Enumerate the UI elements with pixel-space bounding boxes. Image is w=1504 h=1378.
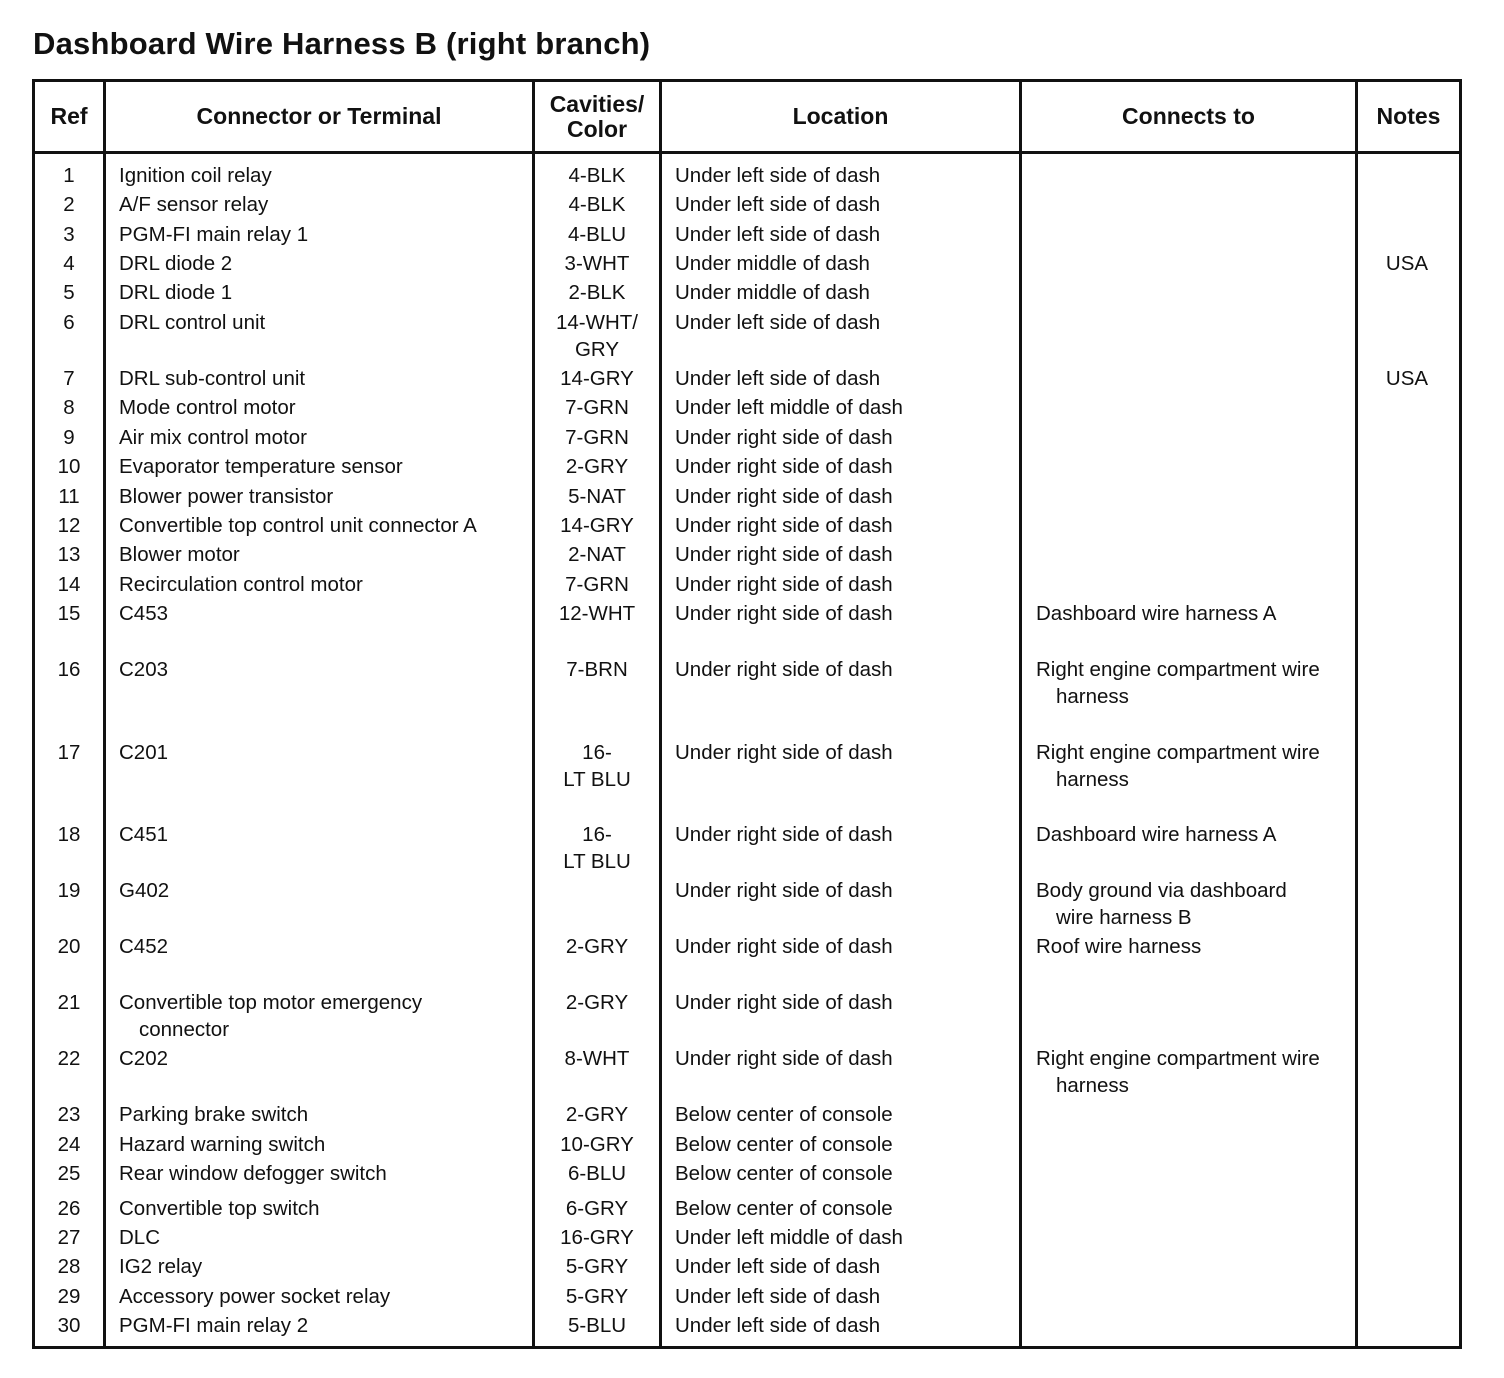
cell-connector: C203 bbox=[119, 658, 169, 681]
cell-cavities: 2-GRY bbox=[565, 935, 629, 958]
cell-cavities: 14-GRY bbox=[560, 367, 634, 390]
cell-connects-to: Right engine compartment wire bbox=[1036, 741, 1320, 764]
cell-cavities: 4-BLK bbox=[568, 164, 626, 187]
cell-ref: 23 bbox=[57, 1103, 81, 1126]
cell-ref: 27 bbox=[57, 1226, 81, 1249]
cell-cavities: 2-GRY bbox=[565, 455, 629, 478]
cell-ref: 22 bbox=[57, 1047, 81, 1070]
page-title: Dashboard Wire Harness B (right branch) bbox=[33, 26, 651, 61]
cell-connects-to: Right engine compartment wire bbox=[1036, 1047, 1320, 1070]
cell-cavities: 12-WHT bbox=[558, 602, 636, 625]
cell-cavities: 7-GRN bbox=[565, 426, 629, 449]
cell-connector: Convertible top motor emergency bbox=[119, 991, 423, 1014]
cell-connector: A/F sensor relay bbox=[119, 193, 269, 216]
cell-cavities: 6-BLU bbox=[567, 1162, 627, 1185]
cell-location: Under right side of dash bbox=[675, 455, 893, 478]
cell-cavities: 16- bbox=[582, 741, 612, 764]
cell-ref: 30 bbox=[57, 1314, 81, 1337]
cell-location: Under left middle of dash bbox=[675, 396, 903, 419]
cell-connector: IG2 relay bbox=[119, 1255, 203, 1278]
cell-cavities: 10-GRY bbox=[560, 1133, 634, 1156]
cell-ref: 8 bbox=[63, 396, 75, 419]
cell-connects-to: wire harness B bbox=[1056, 906, 1192, 929]
cell-cavities: 14-WHT/ bbox=[556, 311, 638, 334]
cell-location: Under left side of dash bbox=[675, 1285, 881, 1308]
cell-ref: 1 bbox=[63, 164, 75, 187]
cell-location: Under left side of dash bbox=[675, 223, 881, 246]
cell-location: Under left side of dash bbox=[675, 1314, 881, 1337]
cell-location: Below center of console bbox=[675, 1133, 893, 1156]
cell-location: Under left middle of dash bbox=[675, 1226, 903, 1249]
cell-location: Under right side of dash bbox=[675, 935, 893, 958]
cell-cavities: 6-GRY bbox=[565, 1197, 629, 1220]
cell-ref: 26 bbox=[57, 1197, 81, 1220]
cell-cavities: 5-NAT bbox=[568, 485, 626, 508]
header-connects-to: Connects to bbox=[1122, 103, 1255, 129]
cell-location: Under right side of dash bbox=[675, 991, 893, 1014]
cell-connector: Mode control motor bbox=[119, 396, 296, 419]
cell-ref: 29 bbox=[57, 1285, 81, 1308]
cell-location: Under middle of dash bbox=[675, 252, 870, 275]
cell-location: Under left side of dash bbox=[675, 311, 881, 334]
cell-cavities: 7-GRN bbox=[565, 573, 629, 596]
column-divider bbox=[103, 82, 106, 1346]
cell-location: Below center of console bbox=[675, 1197, 893, 1220]
cell-location: Below center of console bbox=[675, 1162, 893, 1185]
cell-connector: PGM-FI main relay 1 bbox=[119, 223, 309, 246]
cell-cavities: 2-GRY bbox=[565, 991, 629, 1014]
header-notes: Notes bbox=[1376, 103, 1441, 129]
cell-cavities: 7-GRN bbox=[565, 396, 629, 419]
cell-connector: C202 bbox=[119, 1047, 169, 1070]
cell-cavities: 4-BLU bbox=[567, 223, 627, 246]
cell-cavities: 2-GRY bbox=[565, 1103, 629, 1126]
cell-connector: Blower power transistor bbox=[119, 485, 334, 508]
cell-cavities: 14-GRY bbox=[560, 514, 634, 537]
header-cavities-line2: Color bbox=[566, 115, 628, 142]
cell-connects-to: Right engine compartment wire bbox=[1036, 658, 1320, 681]
cell-cavities: 16-GRY bbox=[560, 1226, 634, 1249]
cell-location: Under right side of dash bbox=[675, 741, 893, 764]
cell-ref: 21 bbox=[57, 991, 81, 1014]
cell-ref: 9 bbox=[63, 426, 75, 449]
cell-ref: 20 bbox=[57, 935, 81, 958]
cell-cavities: LT BLU bbox=[563, 768, 631, 791]
cell-ref: 18 bbox=[57, 823, 81, 846]
cell-location: Under right side of dash bbox=[675, 1047, 893, 1070]
cell-location: Below center of console bbox=[675, 1103, 893, 1126]
cell-connector: Evaporator temperature sensor bbox=[119, 455, 403, 478]
cell-connects-to: Dashboard wire harness A bbox=[1036, 602, 1277, 625]
cell-connects-to: Dashboard wire harness A bbox=[1036, 823, 1277, 846]
cell-connector: G402 bbox=[119, 879, 170, 902]
cell-connects-to: Body ground via dashboard bbox=[1036, 879, 1287, 902]
cell-connector: DRL sub-control unit bbox=[119, 367, 306, 390]
cell-ref: 4 bbox=[63, 252, 75, 275]
cell-cavities: 3-WHT bbox=[564, 252, 630, 275]
header-cavities bbox=[535, 82, 659, 151]
header-ref: Ref bbox=[50, 103, 88, 129]
cell-ref: 2 bbox=[63, 193, 75, 216]
cell-ref: 12 bbox=[57, 514, 81, 537]
cell-location: Under left side of dash bbox=[675, 367, 881, 390]
cell-cavities: 5-BLU bbox=[567, 1314, 627, 1337]
header-location: Location bbox=[792, 103, 889, 129]
cell-location: Under left side of dash bbox=[675, 193, 881, 216]
cell-connector: Hazard warning switch bbox=[119, 1133, 326, 1156]
cell-cavities: 7-BRN bbox=[566, 658, 628, 681]
cell-location: Under middle of dash bbox=[675, 281, 870, 304]
cell-location: Under left side of dash bbox=[675, 164, 881, 187]
cell-location: Under right side of dash bbox=[675, 658, 893, 681]
cell-location: Under right side of dash bbox=[675, 602, 893, 625]
cell-cavities: 2-BLK bbox=[568, 281, 626, 304]
cell-location: Under right side of dash bbox=[675, 426, 893, 449]
cell-connector: DLC bbox=[119, 1226, 161, 1249]
cell-connector: Convertible top control unit connector A bbox=[119, 514, 477, 537]
cell-ref: 13 bbox=[57, 543, 81, 566]
cell-location: Under right side of dash bbox=[675, 823, 893, 846]
header-cavities-line1: Cavities/ bbox=[549, 90, 645, 117]
cell-connector: C451 bbox=[119, 823, 169, 846]
cell-notes: USA bbox=[1385, 367, 1429, 390]
cell-location: Under left side of dash bbox=[675, 1255, 881, 1278]
cell-connector: C201 bbox=[119, 741, 169, 764]
cell-ref: 19 bbox=[57, 879, 81, 902]
cell-cavities: 2-NAT bbox=[568, 543, 626, 566]
cell-connects-to: harness bbox=[1056, 685, 1129, 708]
cell-cavities: 5-GRY bbox=[565, 1285, 629, 1308]
cell-cavities: 5-GRY bbox=[565, 1255, 629, 1278]
cell-connector: PGM-FI main relay 2 bbox=[119, 1314, 309, 1337]
cell-connector: Accessory power socket relay bbox=[119, 1285, 391, 1308]
cell-cavities: 16- bbox=[582, 823, 612, 846]
cell-cavities: 4-BLK bbox=[568, 193, 626, 216]
cell-ref: 7 bbox=[63, 367, 75, 390]
cell-cavities: 8-WHT bbox=[564, 1047, 630, 1070]
cell-ref: 11 bbox=[58, 485, 80, 508]
cell-ref: 10 bbox=[57, 455, 81, 478]
cell-connects-to: harness bbox=[1056, 768, 1129, 791]
cell-location: Under right side of dash bbox=[675, 485, 893, 508]
cell-connects-to: Roof wire harness bbox=[1036, 935, 1202, 958]
column-divider bbox=[1019, 82, 1022, 1346]
cell-location: Under right side of dash bbox=[675, 573, 893, 596]
column-divider bbox=[659, 82, 662, 1346]
cell-ref: 16 bbox=[57, 658, 81, 681]
cell-ref: 14 bbox=[57, 573, 81, 596]
cell-connector: Parking brake switch bbox=[119, 1103, 309, 1126]
cell-connector: DRL diode 1 bbox=[119, 281, 233, 304]
cell-connects-to: harness bbox=[1056, 1074, 1129, 1097]
cell-ref: 28 bbox=[57, 1255, 81, 1278]
cell-location: Under right side of dash bbox=[675, 514, 893, 537]
cell-ref: 24 bbox=[57, 1133, 81, 1156]
cell-connector: Blower motor bbox=[119, 543, 240, 566]
cell-connector: connector bbox=[139, 1018, 230, 1041]
cell-connector: DRL control unit bbox=[119, 311, 266, 334]
cell-cavities: GRY bbox=[574, 338, 620, 361]
cell-connector: Recirculation control motor bbox=[119, 573, 363, 596]
cell-ref: 25 bbox=[57, 1162, 81, 1185]
cell-ref: 3 bbox=[63, 223, 75, 246]
harness-table bbox=[32, 79, 1462, 1349]
cell-connector: Convertible top switch bbox=[119, 1197, 320, 1220]
cell-ref: 6 bbox=[63, 311, 75, 334]
cell-ref: 15 bbox=[57, 602, 81, 625]
header-divider bbox=[35, 151, 1459, 154]
cell-connector: Ignition coil relay bbox=[119, 164, 272, 187]
cell-connector: C453 bbox=[119, 602, 169, 625]
cell-notes: USA bbox=[1385, 252, 1429, 275]
cell-cavities: LT BLU bbox=[563, 850, 631, 873]
cell-location: Under right side of dash bbox=[675, 879, 893, 902]
cell-connector: Air mix control motor bbox=[119, 426, 307, 449]
cell-connector: DRL diode 2 bbox=[119, 252, 233, 275]
cell-location: Under right side of dash bbox=[675, 543, 893, 566]
cell-connector: C452 bbox=[119, 935, 169, 958]
cell-ref: 17 bbox=[57, 741, 81, 764]
cell-connector: Rear window defogger switch bbox=[119, 1162, 387, 1185]
cell-ref: 5 bbox=[63, 281, 75, 304]
header-connector: Connector or Terminal bbox=[196, 103, 442, 129]
